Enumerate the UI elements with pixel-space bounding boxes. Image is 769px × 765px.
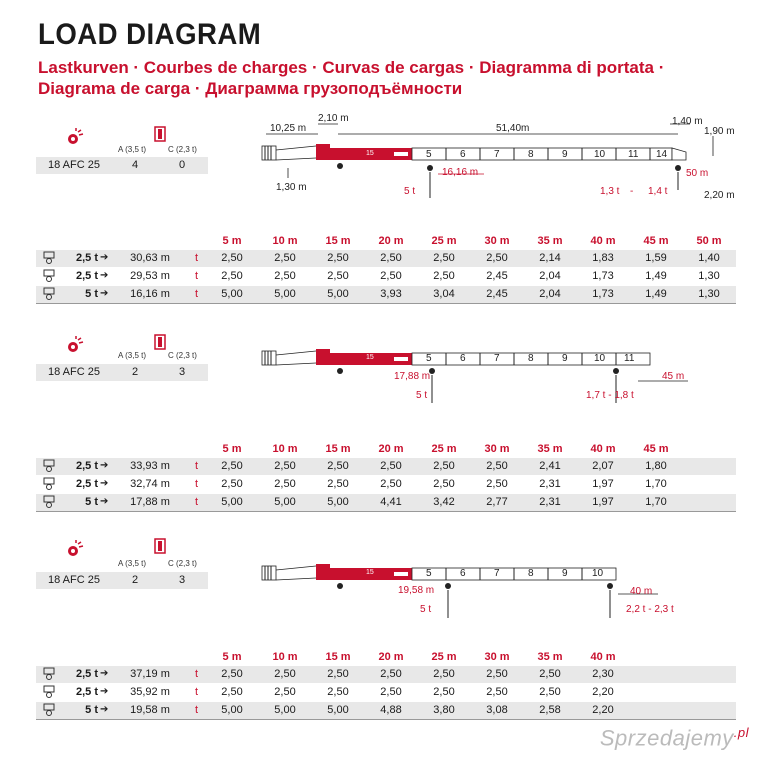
col-header: 25 m (431, 235, 457, 247)
cell: 2,30 (592, 668, 614, 680)
col-header: 10 m (272, 443, 298, 455)
cell: 2,50 (221, 478, 243, 490)
hook-icon (42, 703, 56, 717)
cell: 1,59 (645, 252, 667, 264)
hook-weight-icon (64, 336, 84, 356)
cell: 2,04 (539, 270, 561, 282)
load-label: 50 m (686, 168, 709, 179)
cell: 3,93 (380, 288, 402, 300)
cell: 3,42 (433, 496, 455, 508)
col-header: 40 m (590, 651, 616, 663)
segment-label: 15 (366, 569, 374, 576)
dim-label: 1,90 m (704, 126, 735, 137)
cell: 2,50 (380, 252, 402, 264)
col-header: 50 m (696, 235, 722, 247)
segment-label: 6 (460, 353, 466, 364)
col-header: 30 m (484, 443, 510, 455)
radius-value: 19,58 m (130, 704, 170, 716)
cell: 2,50 (221, 460, 243, 472)
col-header: 35 m (537, 651, 563, 663)
cell: 2,07 (592, 460, 614, 472)
c-value: 3 (179, 366, 186, 378)
segment-label: 9 (562, 568, 568, 579)
cell: 2,50 (274, 686, 296, 698)
a-value: 4 (132, 159, 139, 171)
load-label: 5 t (404, 186, 416, 197)
segment-label: 7 (494, 353, 500, 364)
cell: 2,50 (327, 686, 349, 698)
config-row (36, 364, 208, 381)
col-c-label: C (2,3 t) (168, 351, 197, 360)
c-value: 3 (179, 574, 186, 586)
col-header: 45 m (643, 443, 669, 455)
cell: 5,00 (274, 704, 296, 716)
arrow-icon: ➔ (100, 288, 109, 299)
load-label: 2,2 t - 2,3 t (626, 604, 674, 615)
watermark-logo (600, 725, 749, 751)
cell: 2,04 (539, 288, 561, 300)
col-header: 25 m (431, 651, 457, 663)
load-label: 45 m (662, 371, 685, 382)
cell: 2,50 (433, 270, 455, 282)
table-row (36, 684, 736, 701)
arrow-icon: ➔ (100, 478, 109, 489)
table-row (36, 286, 736, 304)
cell: 1,70 (645, 478, 667, 490)
cell: 2,50 (221, 668, 243, 680)
segment-label: 5 (426, 568, 432, 579)
cell: 2,50 (433, 460, 455, 472)
load-label: 16,16 m (442, 167, 479, 178)
segment-label: 5 (426, 353, 432, 364)
cell: 2,41 (539, 460, 561, 472)
col-header: 10 m (272, 651, 298, 663)
unit-label: t (195, 668, 199, 680)
col-header: 20 m (378, 443, 404, 455)
cell: 2,50 (380, 478, 402, 490)
a-value: 2 (132, 366, 139, 378)
cell: 2,50 (274, 460, 296, 472)
cell: 2,50 (274, 668, 296, 680)
cell: 2,45 (486, 288, 508, 300)
cell: 2,31 (539, 496, 561, 508)
radius-value: 29,53 m (130, 270, 170, 282)
segment-label: 15 (366, 354, 374, 361)
col-a-label: A (3,5 t) (118, 559, 147, 568)
cell: 1,30 (698, 288, 720, 300)
col-header: 10 m (272, 235, 298, 247)
cell: 5,00 (221, 704, 243, 716)
cell: 2,58 (539, 704, 561, 716)
cell: 2,50 (327, 668, 349, 680)
cell: 3,08 (486, 704, 508, 716)
watermark-suffix: .pl (733, 724, 749, 740)
radius-value: 37,19 m (130, 668, 170, 680)
col-header: 5 m (222, 235, 242, 247)
col-header: 30 m (484, 235, 510, 247)
capacity-label: 2,5 t (75, 686, 98, 698)
dim-label: 2,20 m (704, 190, 735, 201)
col-header: 40 m (590, 235, 616, 247)
cell: 5,00 (274, 288, 296, 300)
segment-label: 7 (494, 568, 500, 579)
cell: 2,50 (433, 478, 455, 490)
table-row (36, 494, 736, 512)
arrow-icon: ➔ (100, 496, 109, 507)
col-header: 5 m (222, 651, 242, 663)
col-header: 15 m (325, 235, 351, 247)
col-header: 35 m (537, 235, 563, 247)
cell: 2,50 (327, 270, 349, 282)
segment-label: 8 (528, 353, 534, 364)
load-label: 1,7 t - 1,8 t (586, 390, 634, 401)
cell: 2,50 (274, 270, 296, 282)
arrow-icon: ➔ (100, 270, 109, 281)
segment-label: 10 (592, 568, 604, 579)
unit-label: t (195, 704, 199, 716)
counterweight-icon (154, 126, 166, 142)
cell: 2,50 (539, 686, 561, 698)
hook-icon (42, 477, 56, 491)
unit-label: t (195, 288, 199, 300)
col-header: 15 m (325, 443, 351, 455)
cell: 1,30 (698, 270, 720, 282)
cell: 2,50 (486, 478, 508, 490)
counterweight-icon (154, 334, 166, 350)
cell: 2,50 (380, 270, 402, 282)
cell: 2,14 (539, 252, 561, 264)
arrow-icon: ➔ (100, 668, 109, 679)
segment-label: 6 (460, 149, 466, 160)
capacity-label: 2,5 t (75, 270, 98, 282)
counterweight-icon (154, 538, 166, 554)
hook-icon (42, 459, 56, 473)
cell: 2,50 (486, 460, 508, 472)
cell: 4,88 (380, 704, 402, 716)
cell: 2,50 (380, 668, 402, 680)
table-row (36, 250, 736, 267)
cell: 2,50 (380, 686, 402, 698)
table-row (36, 702, 736, 720)
radius-value: 17,88 m (130, 496, 170, 508)
col-header: 45 m (643, 235, 669, 247)
cell: 2,50 (221, 686, 243, 698)
segment-label: 8 (528, 149, 534, 160)
cell: 2,31 (539, 478, 561, 490)
cell: 1,73 (592, 288, 614, 300)
load-label: 1,4 t (648, 186, 668, 197)
radius-value: 33,93 m (130, 460, 170, 472)
cell: 2,50 (486, 686, 508, 698)
load-label: 1,3 t (600, 186, 620, 197)
unit-label: t (195, 252, 199, 264)
col-a-label: A (3,5 t) (118, 145, 147, 154)
arrow-icon: ➔ (100, 686, 109, 697)
load-label: 19,58 m (398, 585, 435, 596)
col-header: 20 m (378, 235, 404, 247)
capacity-label: 2,5 t (75, 460, 98, 472)
segment-label: 11 (628, 149, 639, 160)
cell: 1,49 (645, 270, 667, 282)
config-row (36, 157, 208, 174)
unit-label: t (195, 686, 199, 698)
unit-label: t (195, 270, 199, 282)
cell: 5,00 (221, 288, 243, 300)
table-row (36, 666, 736, 683)
dim-label: 51,40m (496, 123, 530, 134)
cell: 1,73 (592, 270, 614, 282)
radius-value: 16,16 m (130, 288, 170, 300)
cell: 3,80 (433, 704, 455, 716)
segment-label: 10 (594, 149, 606, 160)
segment-label: 9 (562, 353, 568, 364)
radius-value: 32,74 m (130, 478, 170, 490)
cell: 1,40 (698, 252, 720, 264)
cell: 2,20 (592, 704, 614, 716)
col-header: 20 m (378, 651, 404, 663)
cell: 2,50 (274, 252, 296, 264)
segment-label: 10 (594, 353, 606, 364)
cell: 5,00 (327, 496, 349, 508)
cell: 2,20 (592, 686, 614, 698)
segment-label: 8 (528, 568, 534, 579)
hook-icon (42, 667, 56, 681)
model-label: 18 AFC 25 (48, 366, 100, 378)
jib-diagram (258, 560, 678, 620)
table-row (36, 458, 736, 475)
col-header: 30 m (484, 651, 510, 663)
arrow-icon: ➔ (100, 252, 109, 263)
subtitle-line-1: Lastkurven · Courbes de charges · Curvas de cargas · Diagramma di portata · (38, 58, 665, 77)
cell: 1,70 (645, 496, 667, 508)
hook-icon (42, 287, 56, 301)
cell: 1,83 (592, 252, 614, 264)
segment-label: 6 (460, 568, 466, 579)
capacity-label: 5 t (85, 288, 98, 300)
cell: 1,97 (592, 478, 614, 490)
cell: 4,41 (380, 496, 402, 508)
unit-label: t (195, 460, 199, 472)
col-header: 15 m (325, 651, 351, 663)
arrow-icon: ➔ (100, 460, 109, 471)
hook-icon (42, 269, 56, 283)
capacity-label: 5 t (85, 496, 98, 508)
segment-label: 14 (656, 149, 668, 160)
capacity-label: 2,5 t (75, 252, 98, 264)
load-label: - (630, 186, 634, 197)
c-value: 0 (179, 159, 186, 171)
table-row (36, 476, 736, 493)
page-title: LOAD DIAGRAM (38, 18, 262, 51)
capacity-label: 2,5 t (75, 668, 98, 680)
dim-label: 1,40 m (672, 116, 703, 127)
model-label: 18 AFC 25 (48, 159, 100, 171)
cell: 2,50 (327, 252, 349, 264)
cell: 2,50 (327, 478, 349, 490)
cell: 2,50 (221, 252, 243, 264)
arrow-icon: ➔ (100, 704, 109, 715)
col-header: 40 m (590, 443, 616, 455)
col-c-label: C (2,3 t) (168, 559, 197, 568)
hook-icon (42, 251, 56, 265)
col-header: 35 m (537, 443, 563, 455)
segment-label: 15 (366, 150, 374, 157)
radius-value: 30,63 m (130, 252, 170, 264)
segment-label: 9 (562, 149, 568, 160)
cell: 2,45 (486, 270, 508, 282)
cell: 2,50 (433, 668, 455, 680)
a-value: 2 (132, 574, 139, 586)
hook-icon (42, 685, 56, 699)
hook-weight-icon (64, 128, 84, 148)
cell: 2,50 (486, 252, 508, 264)
cell: 2,50 (274, 478, 296, 490)
capacity-label: 5 t (85, 704, 98, 716)
cell: 5,00 (327, 704, 349, 716)
cell: 2,50 (380, 460, 402, 472)
cell: 2,50 (539, 668, 561, 680)
capacity-label: 2,5 t (75, 478, 98, 490)
cell: 3,04 (433, 288, 455, 300)
cell: 2,77 (486, 496, 508, 508)
config-row (36, 572, 208, 589)
col-header: 5 m (222, 443, 242, 455)
load-label: 5 t (416, 390, 428, 401)
segment-label: 5 (426, 149, 432, 160)
dim-label: 2,10 m (318, 113, 349, 124)
radius-value: 35,92 m (130, 686, 170, 698)
segment-label: 11 (624, 353, 635, 364)
segment-label: 7 (494, 149, 500, 160)
cell: 5,00 (274, 496, 296, 508)
subtitle-line-2: Diagrama de carga · Диаграмма грузоподъёмности (38, 79, 463, 98)
unit-label: t (195, 478, 199, 490)
col-a-label: A (3,5 t) (118, 351, 147, 360)
load-label: 5 t (420, 604, 432, 615)
model-label: 18 AFC 25 (48, 574, 100, 586)
cell: 5,00 (221, 496, 243, 508)
load-label: 17,88 m (394, 371, 431, 382)
dim-label: 10,25 m (270, 123, 307, 134)
col-header: 25 m (431, 443, 457, 455)
dim-label: 1,30 m (276, 182, 307, 193)
hook-icon (42, 495, 56, 509)
cell: 2,50 (486, 668, 508, 680)
cell: 1,80 (645, 460, 667, 472)
cell: 1,49 (645, 288, 667, 300)
cell: 1,97 (592, 496, 614, 508)
cell: 5,00 (327, 288, 349, 300)
cell: 2,50 (433, 252, 455, 264)
cell: 2,50 (433, 686, 455, 698)
cell: 2,50 (327, 460, 349, 472)
load-label: 40 m (630, 586, 653, 597)
cell: 2,50 (221, 270, 243, 282)
unit-label: t (195, 496, 199, 508)
hook-weight-icon (64, 540, 84, 560)
watermark-text: Sprzedajemy (599, 725, 734, 750)
table-row (36, 268, 736, 285)
col-c-label: C (2,3 t) (168, 145, 197, 154)
